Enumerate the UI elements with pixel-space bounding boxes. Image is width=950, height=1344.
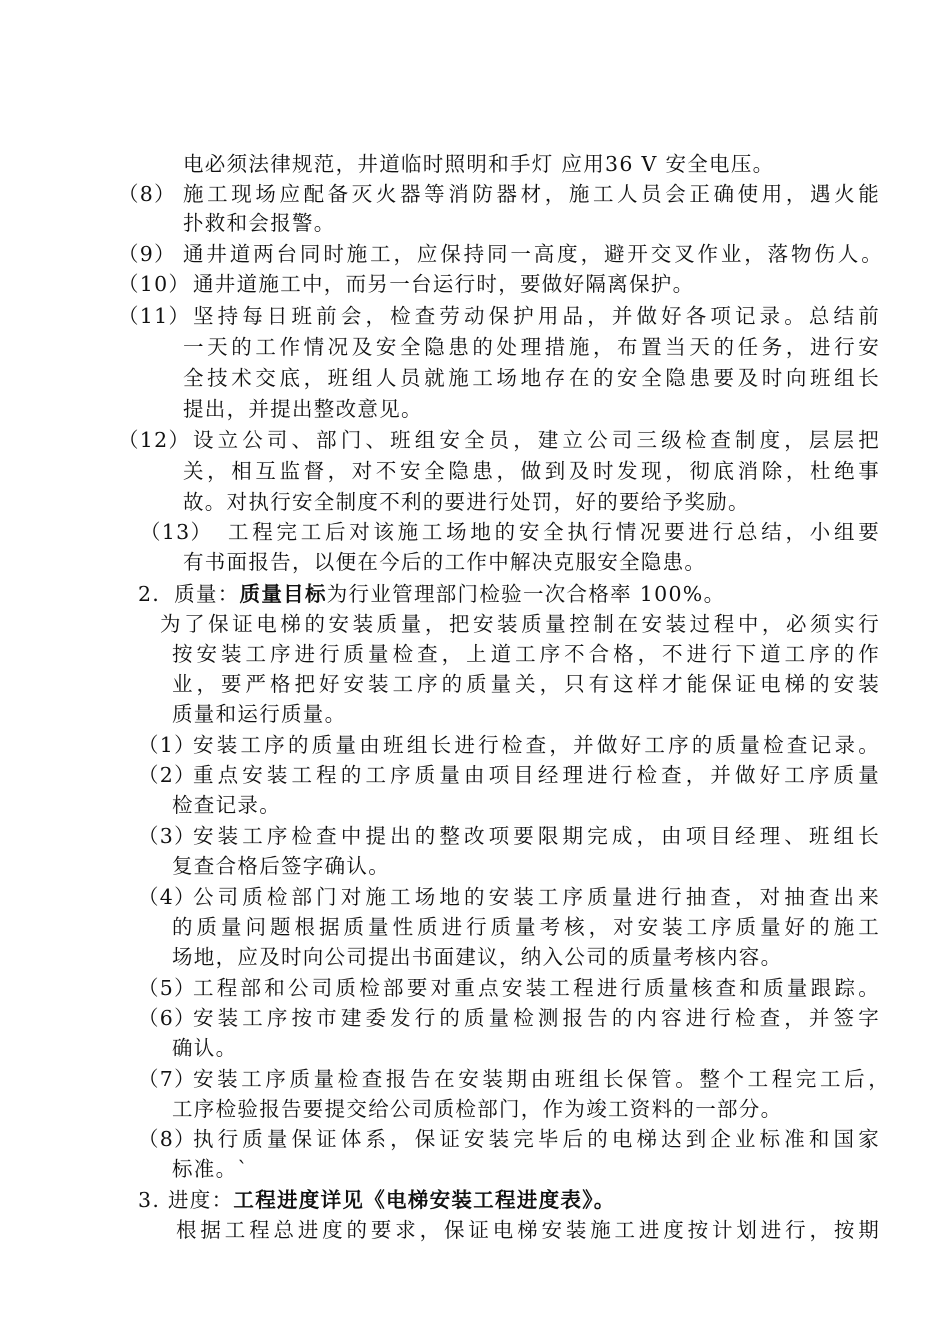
section-prefix: 2．质量：: [138, 582, 240, 606]
text-line: 全技术交底，班组人员就施工场地存在的安全隐患要及时向班组长: [183, 366, 880, 390]
text-line: 通井道施工中，而另一台运行时，要做好隔离保护。: [193, 272, 695, 296]
text-line: 有书面报告，以便在今后的工作中解决克服安全隐患。: [183, 550, 707, 574]
text-line: 检查记录。: [172, 793, 281, 817]
text-line: 质量和运行质量。: [172, 702, 347, 726]
text-line: 的质量问题根据质量性质进行质量考核，对安装工序质量好的施工: [172, 915, 880, 939]
item-number: （9）: [118, 242, 176, 266]
text-line: 施工现场应配备灭火器等消防器材，施工人员会正确使用，遇火能: [183, 182, 880, 206]
text-line: 工序检验报告要提交给公司质检部门，作为竣工资料的一部分。: [172, 1097, 783, 1121]
section-text: 为行业管理部门检验一次合格率 100%。: [326, 582, 726, 606]
text-line: 复查合格后签字确认。: [172, 854, 390, 878]
section-bold-text: 工程进度详见《电梯安装工程进度表》。: [233, 1188, 616, 1212]
item-number: （4）: [138, 885, 196, 909]
text-line: 标准。`: [172, 1157, 249, 1181]
text-line: 安装工序质量检查报告在安装期由班组长保管。整个工程完工后，: [193, 1067, 890, 1091]
section-bold-text: 质量目标: [239, 582, 327, 606]
text-line: 关，相互监督，对不安全隐患，做到及时发现，彻底消除，杜绝事: [183, 459, 880, 483]
item-number: （11）: [118, 304, 191, 328]
item-number: （5）: [138, 976, 196, 1000]
item-number: （8）: [138, 1127, 196, 1151]
text-line: 电必须法律规范，井道临时照明和手灯 应用36 V 安全电压。: [183, 152, 775, 176]
section-heading-schedule: [138, 1186, 616, 1214]
text-line: 扑救和会报警。: [183, 211, 336, 235]
text-line: 坚持每日班前会，检查劳动保护用品，并做好各项记录。总结前: [193, 304, 880, 328]
text-line: 一天的工作情况及安全隐患的处理措施，布置当天的任务，进行安: [183, 335, 880, 359]
text-line: 按安装工序进行质量检查，上道工序不合格，不进行下道工序的作: [172, 642, 880, 666]
text-line: 设立公司、部门、班组安全员，建立公司三级检查制度，层层把: [193, 428, 880, 452]
text-line: 故。对执行安全制度不利的要进行处罚，好的要给予奖励。: [183, 490, 750, 514]
item-number: （6）: [138, 1006, 196, 1030]
section-prefix: 3. 进度：: [138, 1188, 234, 1212]
item-number: （8）: [118, 182, 176, 206]
item-number: （3）: [138, 824, 196, 848]
text-line: 安装工序按市建委发行的质量检测报告的内容进行检查，并签字: [193, 1006, 880, 1030]
item-number: （1）: [138, 733, 196, 757]
text-line: 重点安装工程的工序质量由项目经理进行检查，并做好工序质量: [193, 763, 880, 787]
text-line: 为了保证电梯的安装质量，把安装质量控制在安装过程中，必须实行: [160, 612, 880, 636]
text-line: 通井道两台同时施工，应保持同一高度，避开交叉作业，落物伤人。: [183, 242, 883, 266]
text-line: 业，要严格把好安装工序的质量关，只有这样才能保证电梯的安装: [172, 672, 880, 696]
item-number: （2）: [138, 763, 196, 787]
text-line: 工程部和公司质检部要对重点安装工程进行质量核查和质量跟踪。: [193, 976, 880, 1000]
item-number: （7）: [138, 1067, 196, 1091]
item-number: （12）: [118, 428, 191, 452]
section-heading-quality: [138, 580, 725, 608]
text-line: 安装工序检查中提出的整改项要限期完成，由项目经理、班组长: [193, 824, 880, 848]
item-number: （10）: [118, 272, 191, 296]
item-number: （13）: [140, 520, 213, 544]
text-line: 工程完工后对该施工场地的安全执行情况要进行总结，小组要: [228, 520, 880, 544]
text-line: 安装工序的质量由班组长进行检查，并做好工序的质量检查记录。: [193, 733, 880, 757]
text-line: 场地，应及时向公司提出书面建议，纳入公司的质量考核内容。: [172, 945, 783, 969]
text-line: 根据工程总进度的要求，保证电梯安装施工进度按计划进行，按期: [176, 1218, 880, 1242]
text-line: 提出，并提出整改意见。: [183, 397, 423, 421]
text-line: 确认。: [172, 1036, 238, 1060]
text-line: 公司质检部门对施工场地的安装工序质量进行抽查，对抽查出来: [193, 885, 880, 909]
text-line: 执行质量保证体系，保证安装完毕后的电梯达到企业标准和国家: [193, 1127, 880, 1151]
